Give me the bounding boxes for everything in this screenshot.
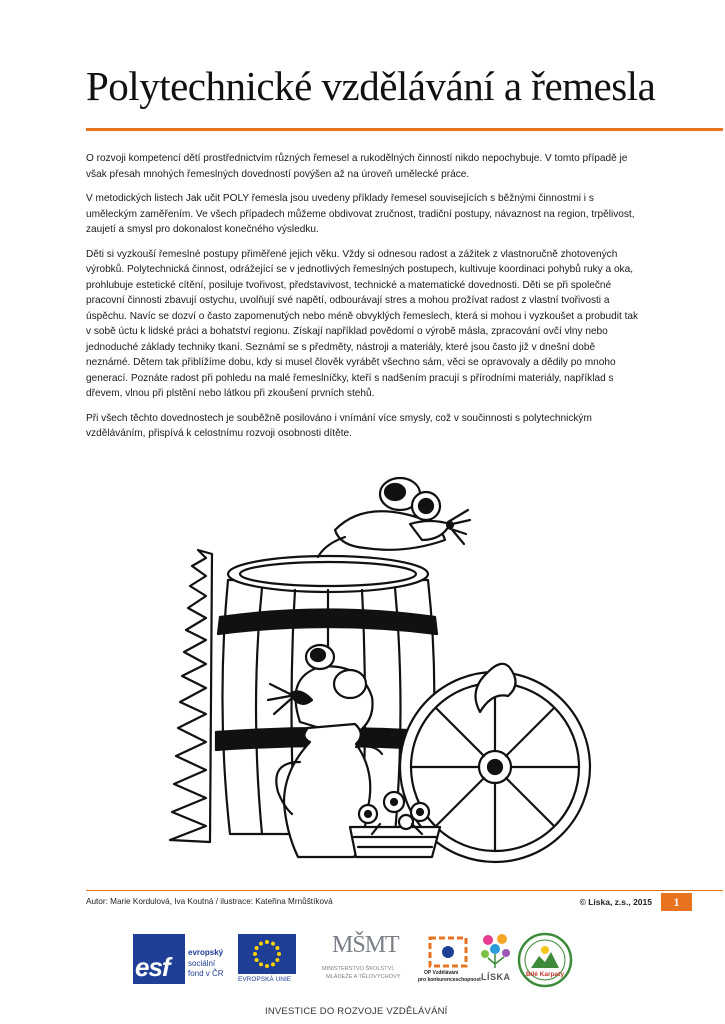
body-text xyxy=(86,151,641,451)
footer-copyright: © Líska, z.s., 2015 xyxy=(579,897,652,907)
msmt-mark: MŠMT xyxy=(332,932,399,958)
paragraph-intro: O rozvoji kompetencí dětí prostřednictvím různých řemesel a rukodělných činností nikdo nepochybuje. V tomto případě je však přesah mnohých řemeslných dovedností povýšen až na úroveň umělecké práce. xyxy=(86,153,628,180)
esf-label-1: evropský xyxy=(188,948,224,957)
page-title: Polytechnické vzdělávání a řemesla xyxy=(86,63,656,109)
investice-slogan: INVESTICE DO ROZVOJE VZDĚLÁVÁNÍ xyxy=(265,1006,448,1017)
op-logo xyxy=(418,936,481,986)
paragraph-deti: Děti si vyzkouší řemeslné postupy přiměřené jejich věku. Vždy si odnesou radost a zážitek z vlastnoručně zhotovených výrobků. Polytechnická činnost, odrážející se v jednotlivých řemeslných postupech, kultivuje koordinaci pohybů ruky a oka, prohlubuje estetické cítění, posiluje tvořivost, představivost, technické a matematické dovednosti. Děti se při společné pracovní činnosti zbavují ostychu, uvolňují své napětí, odbourávají stres a mohou prožívat radost z vlastní tvořivosti a úspěchu. Navíc se dozví o často zapomenutých nebo méně obvyklých řemeslech, která si mohou i vyzkoušet a probudit tak v sobě úctu k lidské práci a bohatství regionu. Získají například povědomí o výrobě másla, zpracování ovčí vlny nebo jednoduché základy techniky tkaní. Seznámí se s předměty, nástroji a materiály, které jsou často již v dnešní době neznámé. Dětem tak přiblížíme dobu, kdy si musel člověk vyrábět všechno sám, věci se opravovaly a dědily po mnoho generací. Poznáte radost při pohledu na malé řemeslníčky, kteří s nadšením pracují s přírodními materiály, například s dřevem, vlnou při plstění nebo látkou při zkoušení prvních stehů. xyxy=(86,248,639,399)
liska-flower-icon xyxy=(478,932,514,970)
footer-divider xyxy=(86,890,723,891)
liska-logo xyxy=(478,932,514,986)
msmt-logo xyxy=(322,932,404,986)
liska-label: LÍSKA xyxy=(481,972,511,982)
msmt-label-1: MINISTERSTVO ŠKOLSTVÍ, xyxy=(322,966,395,972)
mouse-top-icon xyxy=(318,478,470,557)
paragraph-smysly: Při všech těchto dovednostech je souběžně posilováno i vnímání více smysly, což v součinnosti s polytechnickým vzděláváním, přispívá k celostnímu rozvoji osobnosti dítěte. xyxy=(86,412,592,439)
esf-logo xyxy=(133,934,231,984)
title-divider xyxy=(86,128,723,131)
page-number: 1 xyxy=(661,893,692,911)
eu-label: EVROPSKÁ UNIE xyxy=(238,976,292,983)
bile-karpaty-emblem-icon xyxy=(517,932,573,988)
footer-authors: Autor: Marie Kordulová, Iva Koutná / ilustrace: Kateřina Mrnůštíková xyxy=(86,897,333,906)
bile-karpaty-logo xyxy=(517,932,573,988)
esf-label-2: sociální xyxy=(188,959,216,968)
esf-label-3: fond v ČR xyxy=(188,969,224,978)
eu-logo xyxy=(238,934,298,984)
esf-mark: esf xyxy=(135,952,170,982)
op-label-2: pro konkurenceschopnost xyxy=(418,977,481,983)
paragraph-metodicke-listy: V metodických listech Jak učit POLY řemesla jsou uvedeny příklady řemesel souvisejících s běžnými činnostmi i s uměleckým zaměřením. Ve všech případech můžeme obdivovat zručnost, tradiční postupy, návaznost na region, trpělivost, zaujetí a smysl pro dokonalost konečného výsledku. xyxy=(86,193,635,235)
op-label-1: OP Vzdělávání xyxy=(424,970,459,976)
saw-icon xyxy=(170,550,212,842)
barrel-wheel-mice-illustration xyxy=(150,462,620,872)
eu-flag-icon xyxy=(238,934,296,974)
bile-karpaty-label: Bílé Karpaty xyxy=(526,971,564,978)
msmt-label-2: MLÁDEŽE A TĚLOVÝCHOVY xyxy=(326,974,401,980)
op-emblem-icon xyxy=(428,936,468,968)
